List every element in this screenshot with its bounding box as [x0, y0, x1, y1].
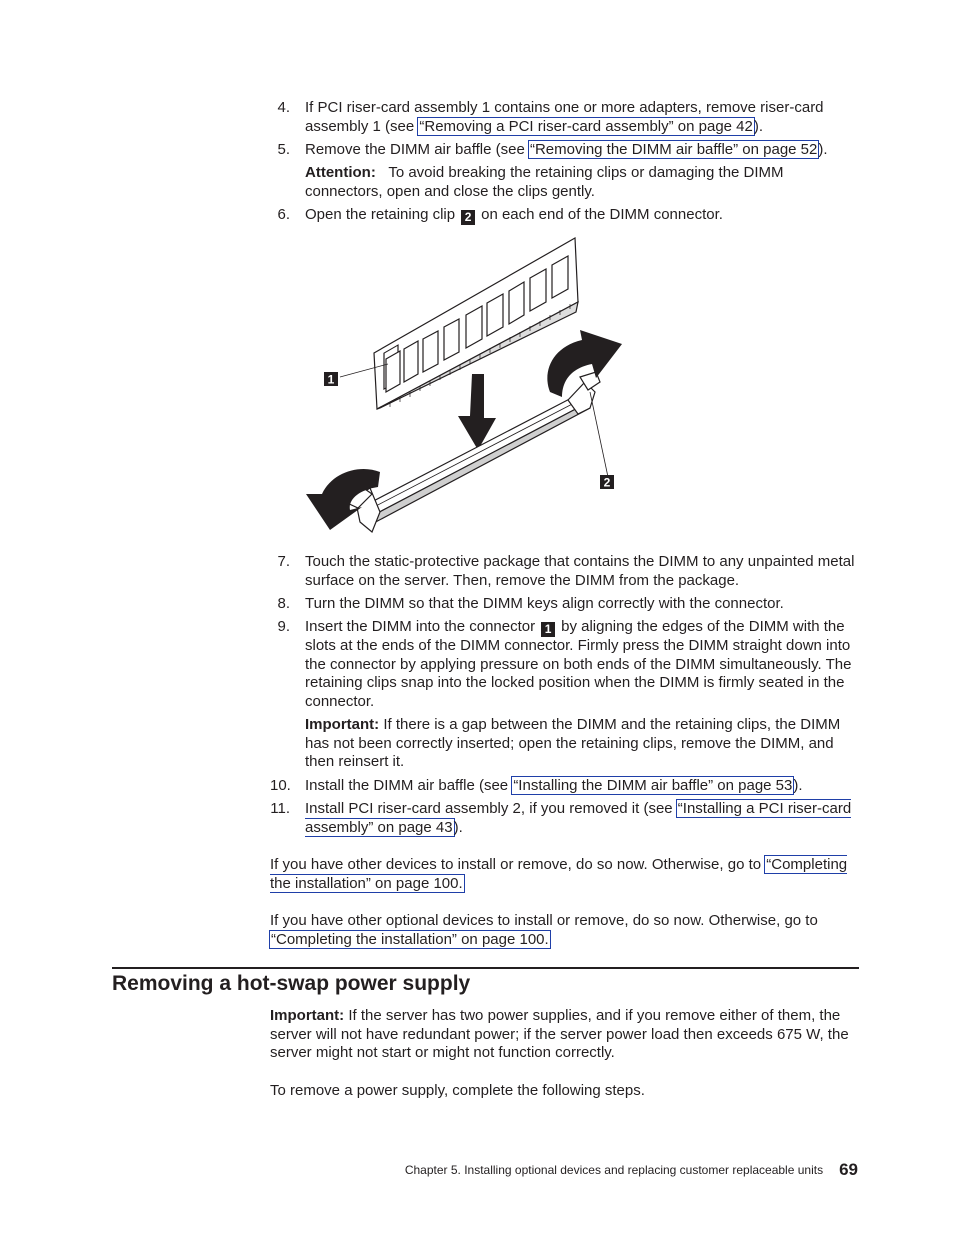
dimm-illustration	[300, 232, 635, 547]
important-text: If there is a gap between the DIMM and the retaining clips, the DIMM has not been correctly inserted; open the retaining clips, remove the DIMM, and then reinsert it.	[305, 716, 841, 770]
step-text-end: on each end of the DIMM connector.	[481, 206, 723, 223]
step-text-end: ).	[818, 141, 828, 158]
callout-1: 1	[541, 622, 555, 637]
step-text: Insert the DIMM into the connector	[305, 618, 536, 635]
step-text-end: by aligning the edges of the DIMM with the slots at the ends of the DIMM connector. Firmly press the DIMM straight down into the connector by applying pressure on both ends of the DIMM simultaneously. The retaining clips snap into the locked position when the DIMM is firmly seated in the connector.	[305, 618, 852, 710]
important-label: Important:	[305, 716, 380, 733]
step-number: 6.	[277, 206, 290, 223]
section-intro: To remove a power supply, complete the following steps.	[270, 1082, 645, 1099]
attention-text: To avoid breaking the retaining clips or damaging the DIMM connectors, open and close the clips gently.	[305, 164, 784, 200]
link-completing-installation[interactable]: “Completing the installation” on page 100.	[270, 856, 848, 892]
important-notice-step-9	[270, 716, 860, 772]
step-number: 10.	[270, 777, 291, 794]
step-text: Touch the static-protective package that contains the DIMM to any unpainted metal surface on the server. Then, remove the DIMM from the package.	[305, 553, 855, 589]
step-text-end: ).	[453, 818, 463, 836]
paragraph-text: If you have other optional devices to install or remove, do so now. Otherwise, go to	[270, 912, 818, 929]
insert-arrow-icon	[458, 374, 496, 450]
page-footer	[405, 1161, 858, 1180]
step-text-end: ).	[753, 117, 764, 135]
step-9	[270, 618, 860, 711]
section-important-notice	[270, 1007, 860, 1063]
step-text: Install PCI riser-card assembly 2, if you removed it (see	[305, 800, 677, 817]
step-number: 4.	[277, 99, 290, 116]
step-number: 5.	[277, 141, 290, 158]
step-text: Install the DIMM air baffle (see	[305, 777, 513, 794]
dimm-installation-figure	[300, 232, 635, 547]
step-11	[270, 800, 860, 837]
step-number: 7.	[277, 553, 290, 570]
section-divider	[112, 967, 859, 969]
attention-notice	[270, 164, 860, 201]
step-text: Open the retaining clip	[305, 206, 456, 223]
callout-2: 2	[461, 210, 475, 225]
after-paragraph-1	[270, 856, 860, 893]
step-7	[270, 553, 860, 590]
step-8	[270, 595, 860, 614]
figure-callout-1: 1	[327, 372, 335, 387]
figure-callout-2: 2	[603, 475, 611, 490]
step-5	[270, 141, 860, 160]
paragraph-text: If you have other devices to install or remove, do so now. Otherwise, go to	[270, 856, 766, 873]
step-text-end: ).	[793, 777, 803, 794]
step-4	[270, 99, 860, 136]
step-6	[270, 206, 860, 225]
important-text: If the server has two power supplies, and if you remove either of them, the server will not have redundant power; if the server power load then exceeds 675 W, the server might not start or might not function correctly.	[270, 1007, 849, 1061]
step-10	[270, 777, 860, 796]
link-removing-pci-riser-card[interactable]: “Removing a PCI riser-card assembly” on page 42	[419, 117, 753, 135]
link-removing-dimm-air-baffle[interactable]: “Removing the DIMM air baffle” on page 52	[529, 141, 818, 158]
step-text: If PCI riser-card assembly 1 contains one or more adapters, remove riser-card assembly 1 (see	[305, 99, 824, 135]
link-installing-pci-riser-card[interactable]: “Installing a PCI riser-card assembly” on page 43	[305, 800, 852, 836]
important-label: Important:	[270, 1007, 345, 1024]
step-number: 8.	[277, 595, 290, 612]
page-number: 69	[839, 1160, 858, 1179]
step-number: 11.	[270, 800, 290, 817]
footer-chapter: Chapter 5. Installing optional devices and replacing customer replaceable units	[404, 1163, 824, 1177]
link-installing-dimm-air-baffle[interactable]: “Installing the DIMM air baffle” on page 53	[513, 777, 793, 794]
step-number: 9.	[277, 618, 290, 635]
section-heading: Removing a hot-swap power supply	[112, 972, 471, 995]
step-text: Remove the DIMM air baffle (see	[305, 141, 529, 158]
after-paragraph-2	[270, 912, 860, 949]
link-completing-installation[interactable]: “Completing the installation” on page 100.	[271, 930, 549, 948]
step-text: Turn the DIMM so that the DIMM keys align correctly with the connector.	[305, 595, 784, 612]
attention-label: Attention:	[305, 164, 376, 181]
